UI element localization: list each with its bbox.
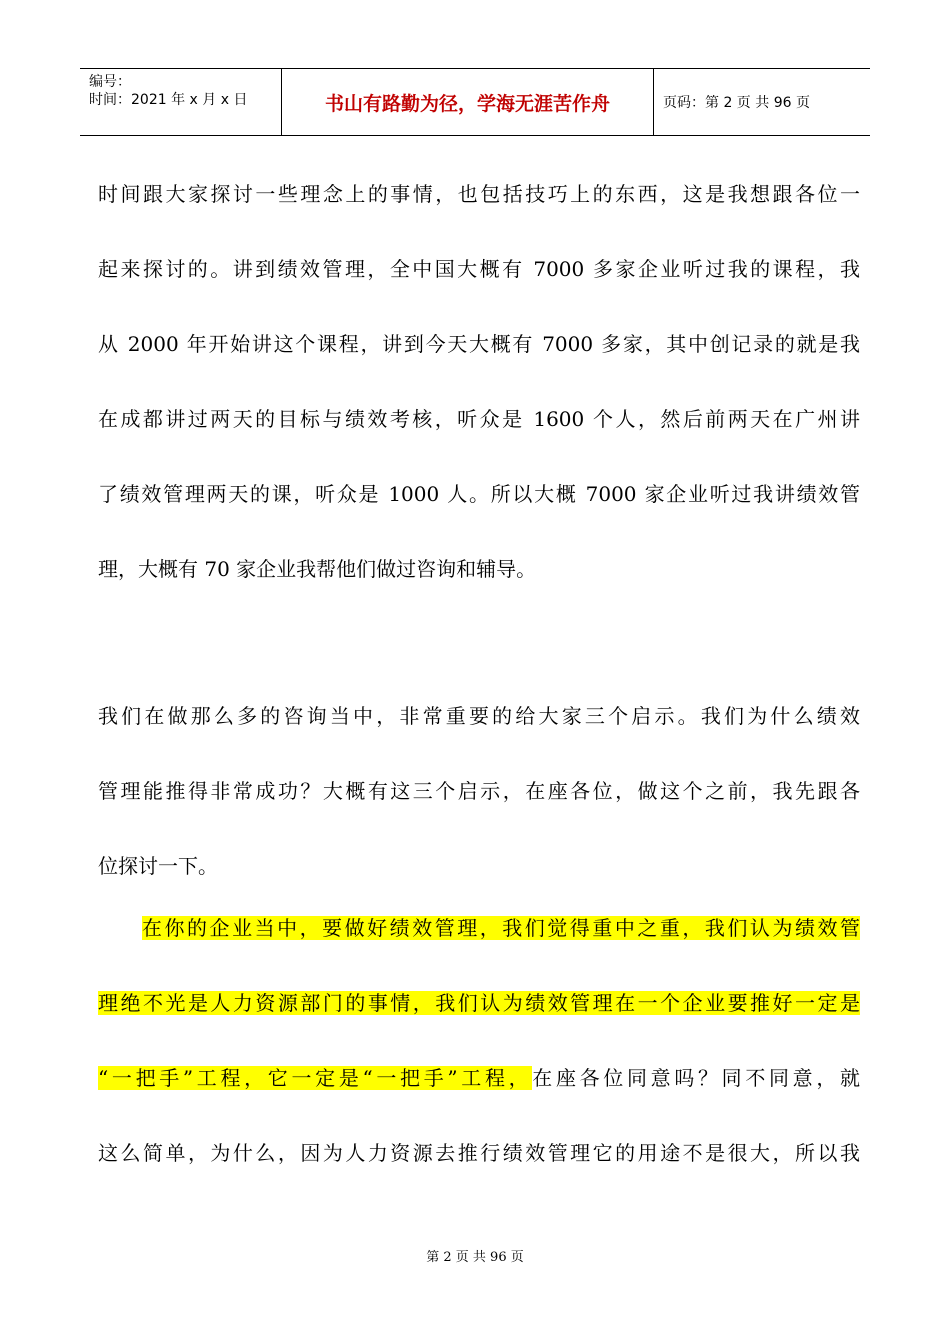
text-line: 位探讨一下。 [98, 854, 218, 878]
text-line: 理，大概有 70 家企业我帮他们做过咨询和辅导。 [98, 557, 537, 581]
page-header [80, 68, 870, 136]
paragraph-3 [98, 900, 860, 1200]
text-line: 了绩效管理两天的课，听众是 1000 人。所以大概 7000 家企业听过我讲绩效管 [98, 482, 860, 506]
text-line: 从 2000 年开始讲这个课程，讲到今天大概有 7000 多家，其中创记录的就是我 [98, 332, 860, 356]
highlighted-text: 理绝不光是人力资源部门的事情，我们认为绩效管理在一个企业要推好一定是 [98, 991, 860, 1015]
text-line: 我们在做那么多的咨询当中，非常重要的给大家三个启示。我们为什么绩效 [98, 704, 860, 728]
highlighted-text: 在你的企业当中，要做好绩效管理，我们觉得重中之重，我们认为绩效管 [142, 916, 860, 940]
text-line-highlighted [98, 900, 860, 975]
text-line: 起来探讨的。讲到绩效管理，全中国大概有 7000 多家企业听过我的课程，我 [98, 257, 860, 281]
text-line: 这么简单，为什么，因为人力资源去推行绩效管理它的用途不是很大，所以我 [98, 1141, 860, 1165]
text-line-highlighted [98, 975, 860, 1050]
header-motto: 书山有路勤为径，学海无涯苦作舟 [282, 69, 654, 135]
header-info [80, 69, 282, 135]
date-label: 时间：2021 年 x 月 x 日 [89, 92, 248, 108]
paragraph-2 [98, 688, 860, 913]
paragraph-1 [98, 166, 860, 616]
text-line: 在成都讲过两天的目标与绩效考核，听众是 1600 个人，然后前两天在广州讲 [98, 407, 860, 431]
page-footer: 第 2 页 共 96 页 [426, 1250, 524, 1265]
text-line [98, 1050, 860, 1125]
number-label: 编号： [89, 74, 131, 90]
plain-text: 在座各位同意吗？同不同意，就 [532, 1066, 861, 1090]
highlighted-text: “一把手”工程，它一定是“一把手”工程， [98, 1066, 533, 1090]
text-line: 管理能推得非常成功？大概有这三个启示，在座各位，做这个之前，我先跟各 [98, 779, 860, 803]
text-line: 时间跟大家探讨一些理念上的事情，也包括技巧上的东西，这是我想跟各位一 [98, 182, 860, 206]
header-page-number: 页码：第 2 页 共 96 页 [663, 95, 810, 111]
